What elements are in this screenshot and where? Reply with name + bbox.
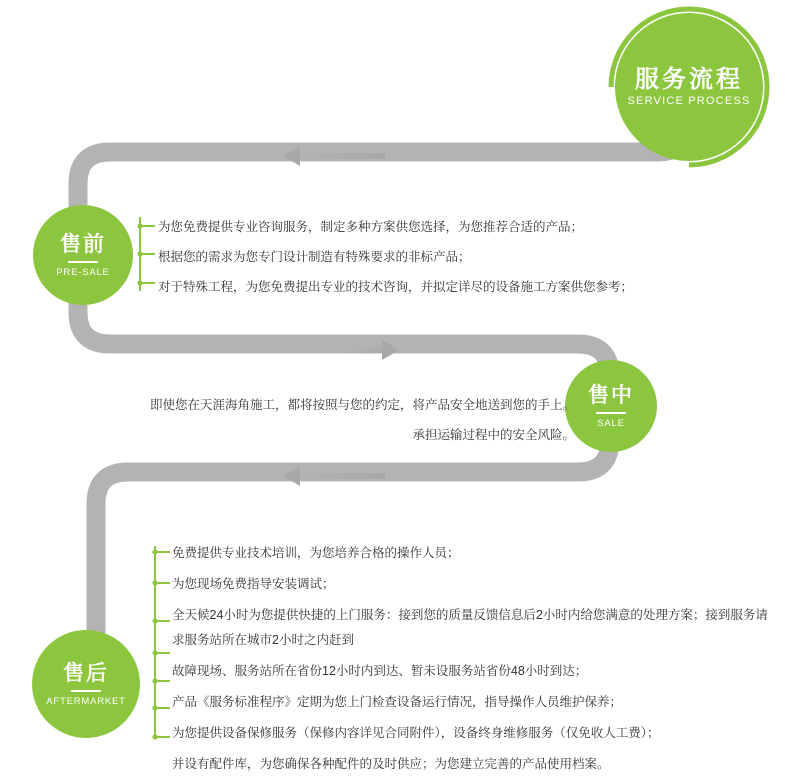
badge-aftermarket-divider xyxy=(71,690,101,692)
badge-sale-divider xyxy=(596,412,626,414)
badge-aftermarket-cn: 售后 xyxy=(63,661,109,685)
badge-sale xyxy=(565,360,657,452)
sale-item: 即使您在天涯海角施工，都将按照与您的约定，将产品安全地送到您的手上。 xyxy=(149,398,575,412)
presale-text-block xyxy=(158,212,633,302)
presale-item: 为您免费提供专业咨询服务，制定多种方案供您选择，为您推荐合适的产品； xyxy=(158,220,584,234)
badge-sale-en: SALE xyxy=(597,417,625,429)
aftermarket-item: 故障现场、服务站所在省份12小时内到达、暂未设服务站省份48小时到达； xyxy=(172,664,588,678)
badge-presale-cn: 售前 xyxy=(60,232,106,256)
badge-service-process xyxy=(615,13,763,161)
sale-text-block xyxy=(110,390,575,450)
presale-item: 对于特殊工程，为您免费提出专业的技术咨询，并拟定详尽的设备施工方案供您参考； xyxy=(158,280,634,294)
badge-sale-cn: 售中 xyxy=(588,383,634,407)
badge-aftermarket-en: AFTERMARKET xyxy=(46,695,126,707)
sale-item: 承担运输过程中的安全风险。 xyxy=(412,428,575,442)
badge-presale-en: PRE-SALE xyxy=(56,266,110,278)
presale-item: 根据您的需求为您专门设计制造有特殊要求的非标产品； xyxy=(158,250,471,264)
badge-service-process-cn: 服务流程 xyxy=(635,66,743,93)
aftermarket-item: 为您现场免费指导安装调试； xyxy=(172,577,335,591)
badge-presale-divider xyxy=(68,261,98,263)
aftermarket-item: 免费提供专业技术培训，为您培养合格的操作人员； xyxy=(172,546,460,560)
aftermarket-item: 并设有配件库，为您确保各种配件的及时供应；为您建立完善的产品使用档案。 xyxy=(172,757,610,771)
badge-service-process-en: SERVICE PROCESS xyxy=(627,94,751,107)
aftermarket-item: 全天候24小时为您提供快捷的上门服务：接到您的质量反馈信息后2小时内给您满意的处理方案；接到服务请求服务站所在城市2小时之内赶到 xyxy=(172,608,768,647)
aftermarket-item: 产品《服务标准程序》定期为您上门检查设备运行情况，指导操作人员维护保养； xyxy=(172,695,623,709)
badge-aftermarket xyxy=(32,630,140,738)
badge-presale xyxy=(33,205,133,305)
aftermarket-text-block xyxy=(172,538,772,780)
aftermarket-item: 为您提供设备保修服务（保修内容详见合同附件），设备终身维修服务（仅免收人工费）； xyxy=(172,726,660,740)
